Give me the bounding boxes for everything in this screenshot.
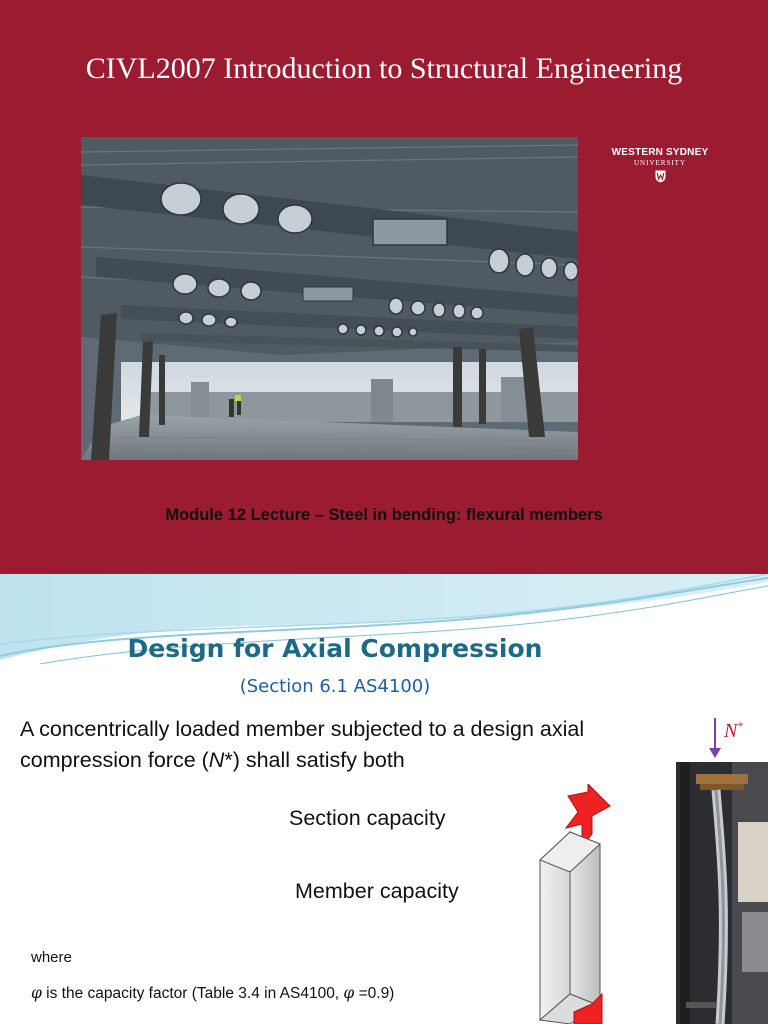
load-label-symbol: N (724, 720, 738, 742)
body-text (20, 714, 710, 776)
member-capacity-label: Member capacity (295, 879, 459, 903)
section-capacity-label: Section capacity (289, 806, 446, 830)
capacity-factor-text (31, 982, 471, 1005)
load-arrow-icon (708, 716, 722, 760)
load-label (724, 720, 743, 743)
where-label: where (31, 949, 72, 966)
university-logo (604, 147, 716, 183)
capacity-factor-text-b: =0.9) (354, 985, 395, 1002)
steel-frame-construction-photo (81, 137, 578, 460)
section-reference: (Section 6.1 AS4100) (239, 676, 431, 697)
body-line-1: A concentrically loaded member subjected to a design axial (20, 717, 585, 741)
capacity-factor-text-a: is the capacity factor (Table 3.4 in AS4100, (41, 985, 344, 1002)
body-line-2-symbol: N (208, 748, 225, 772)
body-line-2-end: *) shall satisfy both (224, 748, 405, 772)
content-slide (0, 574, 768, 1024)
logo-text-line2: UNIVERSITY (634, 159, 686, 167)
slide-title: Design for Axial Compression (127, 634, 543, 663)
column-test-photo (676, 762, 768, 1024)
logo-text-line1: WESTERN SYDNEY (611, 147, 709, 158)
module-subtitle: Module 12 Lecture – Steel in bending: flexural members (165, 506, 603, 524)
body-line-2-start: compression force ( (20, 748, 209, 772)
column-3d-diagram (530, 784, 670, 1024)
phi-symbol: φ (31, 984, 42, 1002)
shield-w-icon (655, 170, 666, 183)
load-label-sup: * (737, 720, 743, 733)
body-line-2 (20, 745, 710, 776)
course-title: CIVL2007 Introduction to Structural Engineering (85, 52, 683, 85)
phi-symbol-2: φ (343, 984, 355, 1002)
